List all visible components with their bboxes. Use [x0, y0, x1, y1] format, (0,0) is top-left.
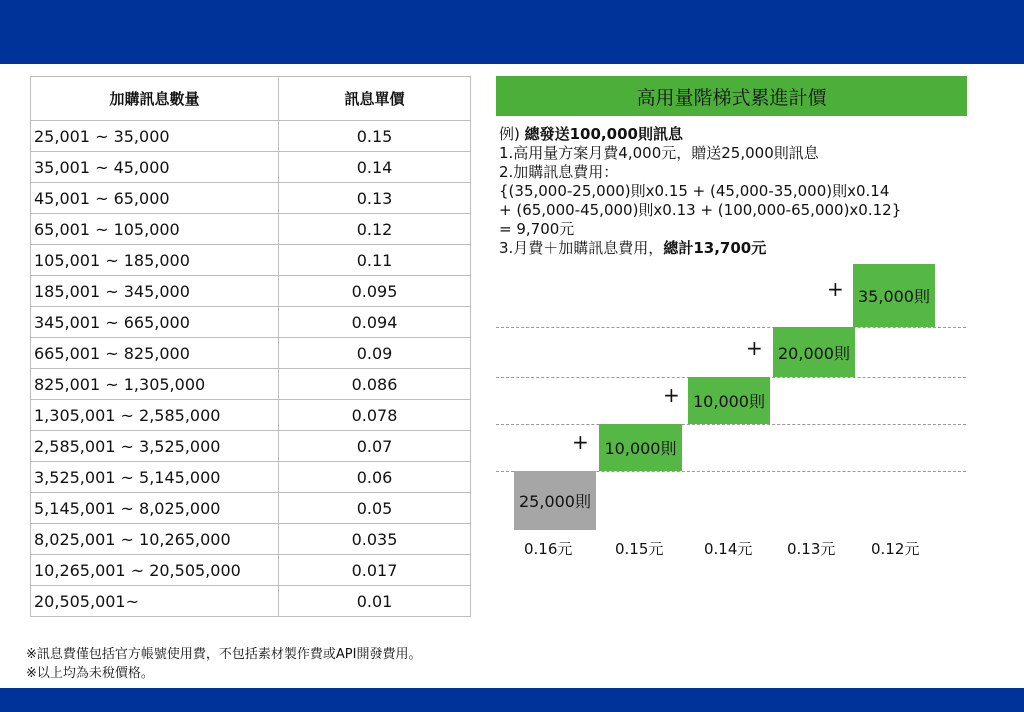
quantity-range-cell: 2,585,001 ~ 3,525,000 [31, 431, 279, 462]
unit-price-cell: 0.06 [279, 462, 471, 493]
unit-price-cell: 0.13 [279, 183, 471, 214]
unit-price-cell: 0.094 [279, 307, 471, 338]
rate-label: 0.12元 [871, 540, 920, 558]
unit-price-cell: 0.01 [279, 586, 471, 617]
quantity-range-cell: 1,305,001 ~ 2,585,000 [31, 400, 279, 431]
table-row [31, 214, 471, 245]
quantity-range-cell: 5,145,001 ~ 8,025,000 [31, 493, 279, 524]
unit-price-cell: 0.078 [279, 400, 471, 431]
quantity-range-cell: 65,001 ~ 105,000 [31, 214, 279, 245]
table-row [31, 276, 471, 307]
example-heading: 總發送100,000則訊息 [524, 125, 683, 143]
footnote: ※以上均為未稅價格。 [26, 666, 154, 681]
table-row [31, 183, 471, 214]
quantity-range-cell: 185,001 ~ 345,000 [31, 276, 279, 307]
table-row [31, 369, 471, 400]
example-line: = 9,700元 [499, 220, 575, 238]
example-line: 1.高用量方案月費4,000元，贈送25,000則訊息 [499, 144, 819, 162]
quantity-range-cell: 25,001 ~ 35,000 [31, 121, 279, 152]
quantity-range-cell: 35,001 ~ 45,000 [31, 152, 279, 183]
unit-price-cell: 0.035 [279, 524, 471, 555]
quantity-range-cell: 105,001 ~ 185,000 [31, 245, 279, 276]
unit-price-cell: 0.05 [279, 493, 471, 524]
table-row [31, 338, 471, 369]
table-row [31, 431, 471, 462]
table-row [31, 121, 471, 152]
example-total: 總計13,700元 [663, 239, 767, 257]
step-divider-line [496, 327, 966, 328]
step-block-2: 10,000則 [688, 377, 770, 424]
plus-sign: + [572, 430, 589, 454]
example-prefix: 例) [499, 125, 525, 143]
example-total-prefix: 3.月費＋加購訊息費用， [499, 239, 664, 257]
bottom-banner-bar [0, 688, 1024, 712]
table-row [31, 555, 471, 586]
step-block-1: 10,000則 [599, 424, 682, 471]
example-calculation [499, 125, 901, 258]
table-row [31, 586, 471, 617]
step-base-block: 25,000則 [514, 471, 596, 530]
top-banner-bar [0, 0, 1024, 64]
rate-label: 0.13元 [787, 540, 836, 558]
unit-price-cell: 0.086 [279, 369, 471, 400]
quantity-range-cell: 10,265,001 ~ 20,505,000 [31, 555, 279, 586]
unit-price-cell: 0.15 [279, 121, 471, 152]
table-row [31, 307, 471, 338]
plus-sign: + [827, 277, 844, 301]
quantity-range-cell: 20,505,001~ [31, 586, 279, 617]
example-line: 2.加購訊息費用： [499, 163, 619, 181]
footnote: ※訊息費僅包括官方帳號使用費，不包括素材製作費或API開發費用。 [26, 647, 422, 662]
table-row [31, 152, 471, 183]
unit-price-cell: 0.07 [279, 431, 471, 462]
price-table [30, 76, 471, 617]
table-row [31, 462, 471, 493]
quantity-range-cell: 3,525,001 ~ 5,145,000 [31, 462, 279, 493]
step-block-3: 20,000則 [773, 327, 855, 377]
table-row [31, 245, 471, 276]
rate-label: 0.15元 [615, 540, 664, 558]
unit-price-cell: 0.11 [279, 245, 471, 276]
table-row [31, 400, 471, 431]
unit-price-cell: 0.09 [279, 338, 471, 369]
unit-price-cell: 0.12 [279, 214, 471, 245]
step-block-4: 35,000則 [853, 264, 935, 327]
header-quantity: 加購訊息數量 [31, 77, 279, 121]
quantity-range-cell: 45,001 ~ 65,000 [31, 183, 279, 214]
example-line: + (65,000-45,000)則x0.13 + (100,000-65,000)x0.12} [499, 201, 902, 219]
plus-sign: + [663, 383, 680, 407]
unit-price-cell: 0.14 [279, 152, 471, 183]
table-header-row [31, 77, 471, 121]
quantity-range-cell: 345,001 ~ 665,000 [31, 307, 279, 338]
plus-sign: + [746, 336, 763, 360]
unit-price-cell: 0.017 [279, 555, 471, 586]
quantity-range-cell: 665,001 ~ 825,000 [31, 338, 279, 369]
rate-label: 0.14元 [704, 540, 753, 558]
footnotes [26, 645, 421, 683]
table-row [31, 493, 471, 524]
rate-label: 0.16元 [524, 540, 573, 558]
step-divider-line [496, 424, 966, 425]
unit-price-cell: 0.095 [279, 276, 471, 307]
example-line: {(35,000-25,000)則x0.15 + (45,000-35,000)則x0.14 [499, 182, 890, 200]
quantity-range-cell: 8,025,001 ~ 10,265,000 [31, 524, 279, 555]
table-row [31, 524, 471, 555]
quantity-range-cell: 825,001 ~ 1,305,000 [31, 369, 279, 400]
header-unit-price: 訊息單價 [279, 77, 471, 121]
pricing-panel-title: 高用量階梯式累進計價 [496, 76, 967, 116]
